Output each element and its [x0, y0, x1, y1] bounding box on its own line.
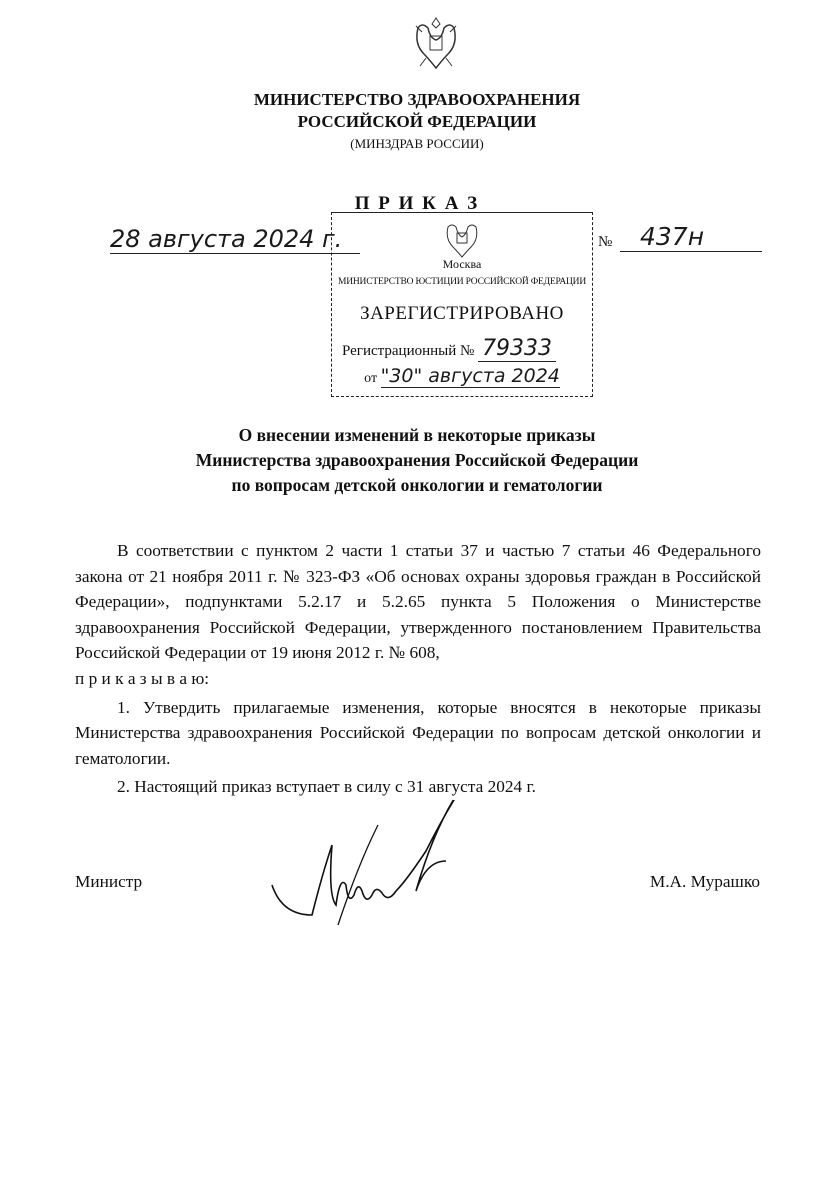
coat-of-arms-emblem	[410, 14, 462, 74]
stamp-authority: МИНИСТЕРСТВО ЮСТИЦИИ РОССИЙСКОЙ ФЕДЕРАЦИИ	[337, 277, 586, 287]
ministry-short-name: (МИНЗДРАВ РОССИИ)	[350, 136, 484, 151]
handwritten-signature	[268, 800, 498, 940]
registration-stamp	[331, 212, 593, 397]
order-title-line1: О внесении изменений в некоторые приказы	[238, 425, 596, 445]
stamp-date-prefix: от	[364, 371, 378, 386]
ministry-name-line2: РОССИЙСКОЙ ФЕДЕРАЦИИ	[297, 112, 537, 131]
order-number-label: №	[598, 234, 613, 250]
stamp-reg-date: "30" августа 2024	[380, 365, 560, 387]
item-2-paragraph: 2. Настоящий приказ вступает в силу с 31 августа 2024 г.	[117, 777, 536, 797]
order-date: 28 августа 2024 г.	[110, 225, 360, 254]
stamp-status: ЗАРЕГИСТРИРОВАНО	[360, 303, 564, 324]
order-number: 437н	[620, 222, 762, 252]
order-word: п р и к а з ы в а ю:	[75, 668, 210, 688]
stamp-reg-label: Регистрационный №	[342, 343, 475, 359]
order-body	[75, 538, 761, 800]
preamble-paragraph: В соответствии с пунктом 2 части 1 статьи 37 и частью 7 статьи 46 Федерального закона от 21 ноября 2011 г. № 323-ФЗ «Об основах охраны здоровья граждан в Российской Федерации», подпунктами 5.2.17 и 5.2.65 пункта 5 Положения о Министерстве здравоохранения Российской Федерации, утвержденного постановлением Правительства Российской Федерации от 19 июня 2012 г. № 608,	[75, 541, 761, 663]
signatory-name: М.А. Мурашко	[649, 872, 760, 891]
doc-type-heading: П Р И К А З	[354, 193, 480, 214]
signatory-position: Министр	[75, 872, 143, 891]
stamp-reg-number: 79333	[478, 336, 556, 362]
order-title-line3: по вопросам детской онкологии и гематологии	[231, 475, 603, 495]
ministry-name-line1: МИНИСТЕРСТВО ЗДРАВООХРАНЕНИЯ	[253, 90, 581, 109]
stamp-city: Москва	[442, 257, 482, 271]
item-1-paragraph: 1. Утвердить прилагаемые изменения, которые вносятся в некоторые приказы Министерства здравоохранения Российской Федерации по вопросам детской онкологии и гематологии.	[75, 697, 761, 768]
order-title-line2: Министерства здравоохранения Российской Федерации	[195, 450, 639, 470]
